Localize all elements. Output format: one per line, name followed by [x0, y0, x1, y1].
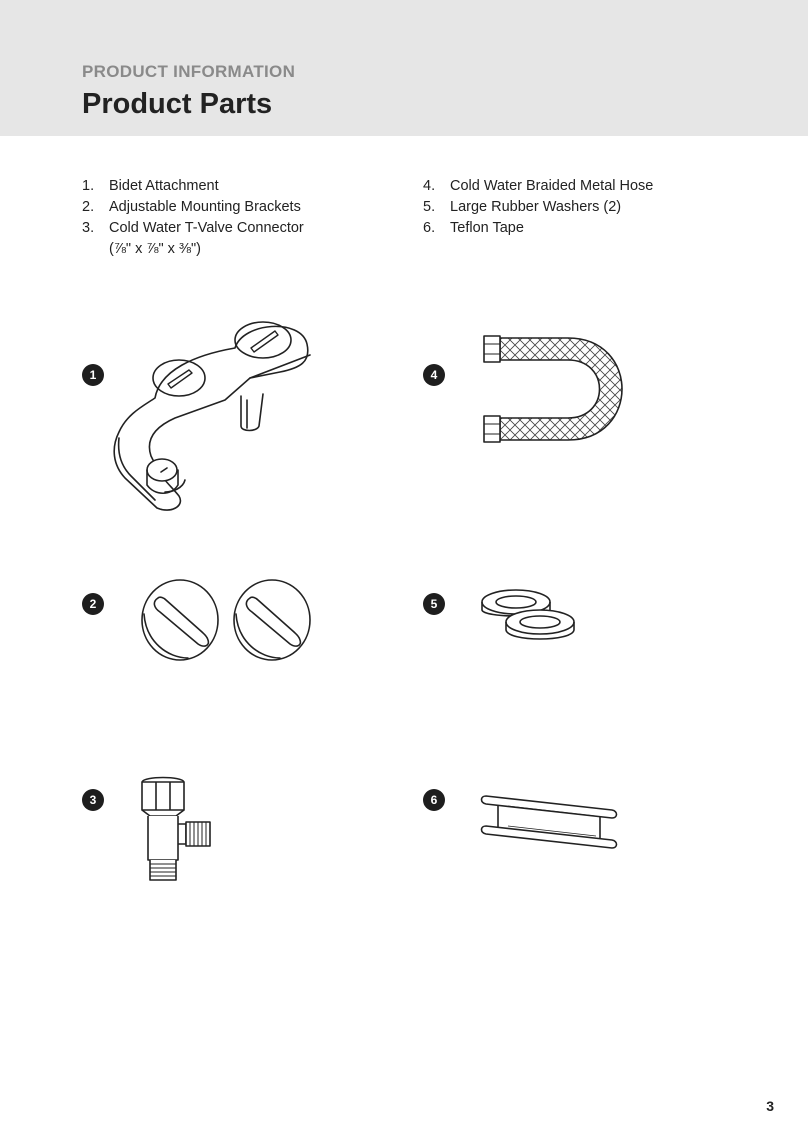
list-item — [82, 218, 382, 260]
list-item — [423, 218, 723, 239]
list-item-label: Cold Water T-Valve Connector — [109, 220, 304, 236]
list-item — [82, 176, 382, 197]
list-item-label: Bidet Attachment — [109, 178, 219, 194]
teflon-tape-illustration — [478, 790, 620, 852]
figure-badge-6: 6 — [423, 789, 445, 811]
figure-badge-3: 3 — [82, 789, 104, 811]
list-item — [82, 197, 382, 218]
parts-list-right — [423, 176, 723, 239]
list-item-label: Adjustable Mounting Brackets — [109, 199, 301, 215]
list-item-number: 6. — [423, 220, 436, 236]
list-item-number: 1. — [82, 178, 95, 194]
list-item-number: 4. — [423, 178, 436, 194]
list-item-label: Large Rubber Washers (2) — [450, 199, 622, 215]
list-item-label: Teflon Tape — [450, 220, 524, 236]
t-valve-connector-illustration — [130, 772, 220, 884]
rubber-washers-illustration — [478, 586, 583, 646]
braided-hose-illustration — [480, 330, 630, 450]
list-item-number: 2. — [82, 199, 95, 215]
mounting-brackets-illustration — [138, 574, 318, 664]
list-item-number: 5. — [423, 199, 436, 215]
page-number: 3 — [766, 1098, 774, 1114]
list-item — [423, 176, 723, 197]
list-item-number: 3. — [82, 220, 95, 236]
figure-badge-4: 4 — [423, 364, 445, 386]
page-header — [0, 0, 808, 136]
list-item-dimensions: (⅞" x ⅞" x ⅜") — [109, 241, 201, 257]
figure-badge-2: 2 — [82, 593, 104, 615]
list-item-label: Cold Water Braided Metal Hose — [450, 178, 654, 194]
figure-badge-5: 5 — [423, 593, 445, 615]
bidet-attachment-illustration — [105, 310, 320, 520]
page-title: Product Parts — [82, 88, 273, 120]
section-eyebrow: PRODUCT INFORMATION — [82, 62, 296, 81]
list-item — [423, 197, 723, 218]
figure-badge-1: 1 — [82, 364, 104, 386]
parts-list-left — [82, 176, 382, 260]
